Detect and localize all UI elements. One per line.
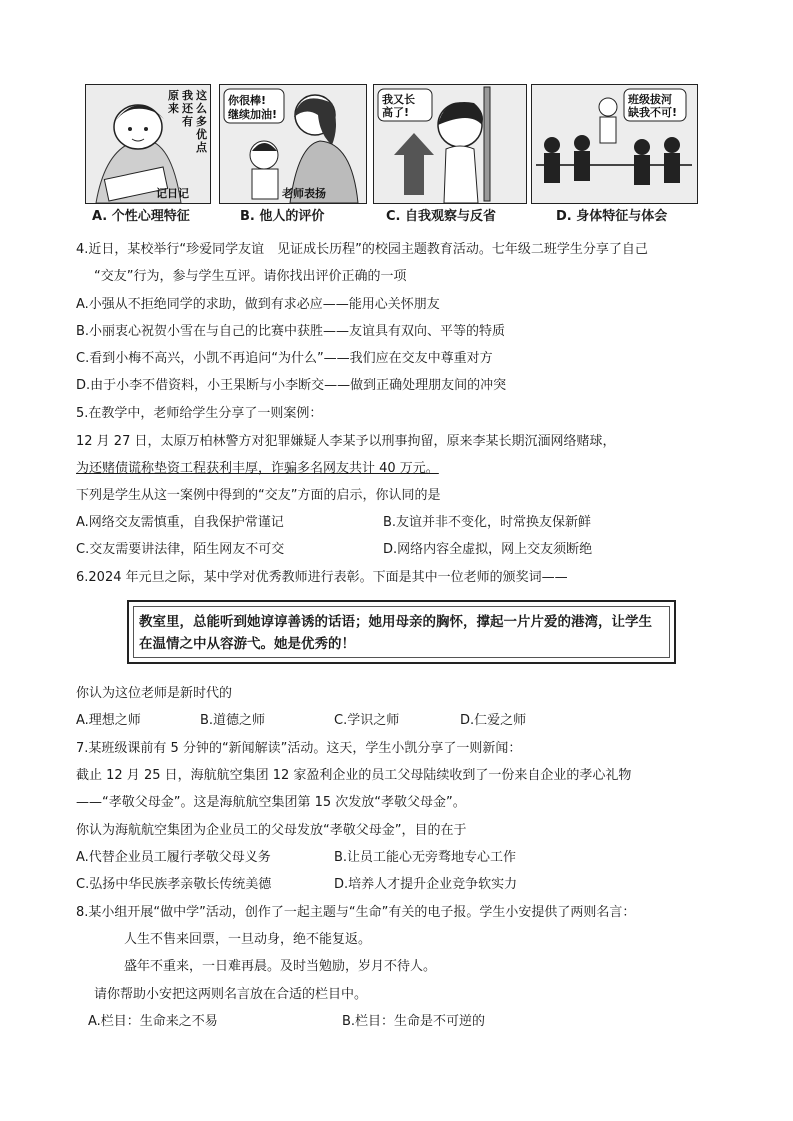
q5-option-c[interactable]: C.交友需要讲法律，陌生网友不可交 — [76, 542, 285, 557]
q4-option-b[interactable]: B.小丽衷心祝贺小雪在与自己的比赛中获胜——友谊具有双向、平等的特质 — [76, 324, 506, 339]
svg-text:点: 点 — [196, 141, 207, 154]
bubble-a-col1: 原 — [168, 89, 179, 102]
award-quote-box — [127, 600, 676, 664]
q5-stem: 5.在教学中，老师给学生分享了一则案例： — [76, 406, 323, 421]
comic-caption-b: B. 他人的评价 — [240, 209, 325, 224]
q8-option-a[interactable]: A.栏目：生命来之不易 — [88, 1014, 218, 1029]
q7-news-line2: ——“孝敬父母金”。这是海航航空集团第 15 次发放“孝敬父母金”。 — [76, 795, 466, 810]
comic-panel-c — [373, 84, 527, 204]
q8-question: 请你帮助小安把这两则名言放在合适的栏目中。 — [94, 987, 368, 1002]
svg-text:优: 优 — [196, 128, 207, 141]
q8-quote-line2: 盛年不重来，一日难再晨。及时当勉励，岁月不待人。 — [124, 959, 437, 974]
svg-text:你很棒!: 你很棒! — [228, 94, 267, 107]
svg-text:么: 么 — [196, 102, 207, 115]
q7-option-d[interactable]: D.培养人才提升企业竞争软实力 — [334, 877, 518, 892]
q6-stem: 6.2024 年元旦之际，某中学对优秀教师进行表彰。下面是其中一位老师的颁奖词—— — [76, 570, 568, 585]
q5-case-line2: 为还赌债谎称垫资工程获利丰厚，诈骗多名网友共计 40 万元。 — [76, 461, 439, 476]
svg-text:记日记: 记日记 — [156, 187, 189, 200]
q6-option-c[interactable]: C.学识之师 — [334, 713, 400, 728]
svg-text:老师表扬: 老师表扬 — [282, 187, 326, 200]
q7-question: 你认为海航航空集团为企业员工的父母发放“孝敬父母金”，目的在于 — [76, 823, 467, 838]
award-quote-text: 教室里，总能听到她谆谆善诱的话语；她用母亲的胸怀，撑起一片片爱的港湾，让学生在温情之中从容游弋。她是优秀的！ — [139, 614, 652, 652]
comic-panel-d — [531, 84, 698, 204]
q8-quote-line1: 人生不售来回票，一旦动身，绝不能复返。 — [124, 932, 372, 947]
q5-question: 下列是学生从这一案例中得到的“交友”方面的启示，你认同的是 — [76, 488, 441, 503]
q7-option-c[interactable]: C.弘扬中华民族孝亲敬长传统美德 — [76, 877, 272, 892]
comic-panel-b — [219, 84, 367, 204]
q7-option-a[interactable]: A.代替企业员工履行孝敬父母义务 — [76, 850, 271, 865]
svg-text:高了!: 高了! — [382, 106, 410, 119]
q5-option-b[interactable]: B.友谊并非不变化，时常换友保新鲜 — [383, 515, 592, 530]
comic-illustration-b — [220, 85, 366, 203]
q4-stem-line2: “交友”行为，参与学生互评。请你找出评价正确的一项 — [94, 269, 407, 284]
q4-option-a[interactable]: A.小强从不拒绝同学的求助，做到有求必应——能用心关怀朋友 — [76, 297, 440, 312]
q4-option-c[interactable]: C.看到小梅不高兴，小凯不再追问“为什么”——我们应在交友中尊重对方 — [76, 351, 493, 366]
comic-illustration-a — [86, 85, 210, 203]
q6-option-a[interactable]: A.理想之师 — [76, 713, 141, 728]
q5-option-d[interactable]: D.网络内容全虚拟，网上交友须断绝 — [383, 542, 593, 557]
svg-text:多: 多 — [196, 115, 207, 128]
q6-question: 你认为这位老师是新时代的 — [76, 686, 233, 701]
q8-stem: 8.某小组开展“做中学”活动，创作了一起主题与“生命”有关的电子报。学生小安提供了两则名言： — [76, 905, 636, 920]
q6-option-d[interactable]: D.仁爱之师 — [460, 713, 527, 728]
svg-text:我又长: 我又长 — [382, 93, 415, 106]
svg-text:班级拔河: 班级拔河 — [628, 93, 672, 106]
q4-option-d[interactable]: D.由于小李不借资料，小王果断与小李断交——做到正确处理朋友间的冲突 — [76, 378, 507, 393]
comic-illustration-c — [374, 85, 526, 203]
q6-option-b[interactable]: B.道德之师 — [200, 713, 266, 728]
q7-option-b[interactable]: B.让员工能心无旁骛地专心工作 — [334, 850, 517, 865]
comic-caption-a: A. 个性心理特征 — [92, 209, 190, 224]
svg-text:有: 有 — [182, 115, 193, 128]
comic-panel-a — [85, 84, 211, 204]
q4-stem-line1: 4.近日，某校举行“珍爱同学友谊 见证成长历程”的校园主题教育活动。七年级二班学生分享了自己 — [76, 242, 648, 257]
svg-text:继续加油!: 继续加油! — [228, 108, 278, 121]
q5-option-a[interactable]: A.网络交友需慎重，自我保护常谨记 — [76, 515, 284, 530]
svg-text:还: 还 — [182, 102, 193, 115]
comic-illustration-d — [532, 85, 697, 203]
svg-text:来: 来 — [168, 102, 179, 115]
comic-caption-d: D. 身体特征与体会 — [556, 209, 668, 224]
svg-text:我: 我 — [182, 89, 193, 102]
q7-stem: 7.某班级课前有 5 分钟的“新闻解读”活动。这天，学生小凯分享了一则新闻： — [76, 741, 522, 756]
q7-news-line1: 截止 12 月 25 日，海航航空集团 12 家盈利企业的员工父母陆续收到了一份来自企业的孝心礼物 — [76, 768, 632, 783]
svg-text:这: 这 — [196, 89, 207, 102]
svg-text:缺我不可!: 缺我不可! — [628, 106, 678, 119]
q8-option-b[interactable]: B.栏目：生命是不可逆的 — [342, 1014, 486, 1029]
comic-caption-c: C. 自我观察与反省 — [386, 209, 497, 224]
q5-case-line1: 12 月 27 日，太原万柏林警方对犯罪嫌疑人李某予以刑事拘留，原来李某长期沉湎网络赌球， — [76, 434, 616, 449]
